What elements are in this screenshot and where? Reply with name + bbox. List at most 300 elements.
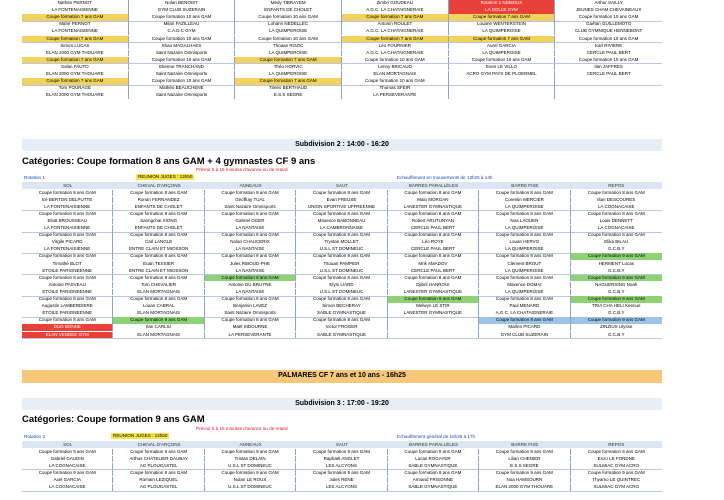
table-cell: ELAN 2000 GYM THOUARE	[479, 484, 570, 491]
table-cell: CERCLE PAUL BERT	[388, 225, 479, 232]
table-cell: Corentin MERCIER	[479, 197, 570, 204]
table-cell: Louan HERVO	[479, 239, 570, 246]
subdivision-3-echauffement: Echauffement général de 16h25 à 17h	[397, 434, 476, 439]
table-cell: Evan FREUSE	[296, 197, 387, 204]
table-cell: Coupe formation 9 ans GAM	[205, 449, 296, 456]
table-cell	[388, 317, 479, 324]
table-cell	[555, 85, 662, 92]
table-cell: Coupe formation 8 ans GAM	[113, 190, 204, 197]
table-cell: Coupe formation 7 ans GAM	[22, 14, 129, 21]
table-cell: GYM CLUB SUZERAIN	[479, 332, 570, 339]
table-cell: Coupe formation 9 ans GAM	[22, 449, 113, 456]
table-cell: Medy TIBRAYEM	[235, 0, 342, 7]
table-cell: LA PERSEVERANTE	[342, 92, 449, 99]
table-cell: Coupe formation 8 ans GAM	[479, 296, 570, 303]
table-cell: Coupe formation 9 ans GAM	[296, 470, 387, 477]
table-cell: Coupe formation 8 ans GAM	[388, 253, 479, 260]
table-cell: Noa LAOUEN	[479, 218, 570, 225]
table-row	[22, 484, 662, 491]
column-header: BARRES PARALLÈLES	[408, 442, 459, 447]
table-cell: ELAN MORTAGNAIS	[113, 289, 204, 296]
column-header: CHEVAL D'ARÇONS	[137, 442, 181, 447]
table-cell: Saint Nazaire Omnisports	[205, 204, 296, 211]
table-row	[22, 289, 662, 296]
table-cell: TRIA CHA HELI Keenue	[592, 303, 641, 309]
column-header: ANNEAUX	[239, 183, 262, 188]
table-cell: LA QUIMPEROISE	[479, 246, 570, 253]
column-header: SOL	[63, 183, 73, 188]
table-cell: ENTRE CLAIN ET MIOSSON	[113, 246, 204, 253]
table-cell: Coupe formation 8 ans GAM	[205, 296, 296, 303]
table-cell: CLUB GYMNIQUE HENNEBONT	[575, 28, 643, 34]
table-cell: LA QUIMPEROISE	[235, 28, 342, 35]
table-cell: LA QUIMPEROISE	[479, 268, 570, 275]
table-cell: Coupe formation 9 ans GAM	[571, 253, 662, 260]
table-cell: Coupe formation 8 ans GAM	[22, 275, 113, 282]
table-row	[22, 261, 662, 268]
column-header: BARRES PARALLÈLES	[408, 183, 459, 188]
table-cell: ELAN MORTAGNAIS	[113, 310, 204, 317]
table-cell: Etienne TRANCHAND	[129, 64, 236, 71]
table-cell	[555, 92, 662, 99]
table-cell: Virgile PICARD	[22, 239, 113, 246]
table-cell: Lilian CHENIER	[479, 456, 570, 463]
table-cell: Timéo BERTHAUD	[235, 85, 342, 92]
table-row	[22, 211, 662, 218]
table-cell: LA COGNACAISE	[598, 203, 635, 209]
table-cell: Jules RENE	[296, 477, 387, 484]
table-row	[22, 310, 662, 317]
table-cell: Even LE VILLO	[449, 64, 556, 71]
table-cell: Coupe formation 8 ans GAM	[22, 296, 113, 303]
table-cell: G.C.B.Y	[608, 267, 625, 273]
table-cell: Coupe formation 9 ans GAM	[113, 317, 204, 324]
table-cell: Lucas ROGAYER	[388, 456, 479, 463]
table-cell: ETOILE PARIGNEENNE	[22, 310, 113, 317]
table-row	[22, 232, 662, 239]
table-cell: Euan TESSIER	[113, 261, 204, 268]
table-cell: SABLE GYMNASTIQUE	[296, 310, 387, 317]
table-cell: UNION SPORTIVE UFFREENNE	[296, 204, 387, 211]
table-cell: Marlen PICARD	[479, 324, 570, 331]
subdivision-2-rotation: Rotation 1	[24, 175, 45, 180]
table-cell: Coupe formation 8 ans GAM	[479, 190, 570, 197]
table-row	[22, 7, 662, 14]
column-header: ANNEAUX	[239, 442, 262, 447]
table-row	[22, 190, 662, 197]
table-row	[22, 477, 662, 484]
table-cell: SULMIAC GYM ACRO	[593, 462, 640, 468]
table-cell: Coupe formation 7 ans GAM	[342, 14, 449, 21]
table-cell: DUO BONNE	[22, 324, 113, 331]
subdivision-2-reunion: REUNION JUGES : 13h50	[138, 174, 193, 179]
table-cell: LA QUIMPEROISE	[479, 225, 570, 232]
table-cell: Louane WENTERSTEIN	[449, 21, 556, 28]
palmares-banner: PALMARES CF 7 ans et 10 ans - 16h25	[22, 370, 662, 383]
table-cell: Saint Nazaire Omnisports	[129, 92, 236, 99]
table-cell: Coupe formation 9 ans GAM	[571, 296, 662, 303]
table-cell: Jules RIBOUD-PHE	[205, 261, 296, 268]
table-cell: Axel GARCIA	[22, 477, 113, 484]
table-cell: LA FONTENAISIENNE	[22, 225, 113, 232]
table-cell: Coupe formation 9 ans GAM	[479, 449, 570, 456]
table-cell	[555, 78, 662, 85]
table-cell: LA QUIMPEROISE	[235, 50, 342, 57]
table-cell: ETOILE PARIGNEENNE	[22, 268, 113, 275]
table-row	[22, 218, 662, 225]
table-cell: Timothé BLOT	[22, 261, 113, 268]
table-row	[22, 71, 662, 78]
table-cell: E.S.S SEGRE	[479, 463, 570, 470]
table-cell: ZINZIUS Ulysse	[600, 324, 633, 330]
table-cell: SULMIAC GYM ACRO	[593, 484, 640, 489]
table-cell: Elika BILAU	[604, 239, 629, 245]
table-cell: Coupe formation 10 ans GAM	[342, 78, 449, 85]
table-cell: Coupe formation 9 ans GAM	[388, 296, 479, 303]
table-cell: Romain LEZIQUEL	[113, 477, 204, 484]
table-cell: ENFANTS DE CHOLET	[235, 7, 342, 14]
table-cell: Coupe formation 8 ans GAM	[205, 253, 296, 260]
table-cell: Coupe formation 10 ans GAM	[129, 57, 236, 64]
table-cell: LANESTER GYMNASTIQUE	[388, 310, 479, 317]
table-cell: Maxence BABONNEAU	[296, 218, 387, 225]
table-cell: U.S.L ST DOMINEUC	[205, 463, 296, 470]
table-cell: Eliott BROUSSEAU	[22, 218, 113, 225]
table-row	[22, 85, 662, 92]
table-cell: Antoine PASVEAU	[22, 282, 113, 289]
table-cell: Victor FROGER	[296, 324, 387, 331]
table-cell: Melwyn LE STIR	[388, 303, 479, 310]
table-cell: C.A.D.C GYM	[129, 28, 236, 35]
table-row	[22, 282, 662, 289]
table-cell: Coupe formation 8 ans GAM	[22, 232, 113, 239]
table-cell: LA FONTENAISIENNE	[22, 7, 129, 14]
table-row	[22, 317, 662, 324]
table-cell: Ilan CARLIU	[113, 324, 204, 331]
table-cell: CERCLE PAUL BERT	[586, 49, 631, 55]
table-cell: Robert ARUTUNYAN	[388, 218, 479, 225]
table-cell: Armand FRISONNE	[388, 477, 479, 484]
table-cell: Tom POURAGE	[22, 85, 129, 92]
table-cell: Nolan BENOIST	[129, 0, 236, 7]
table-cell: Milan FAZILLEAU	[129, 21, 236, 28]
column-header: BARRE FIXE	[511, 442, 539, 447]
table-cell: Simon BECHERAY	[296, 303, 387, 310]
table-cell: Coupe formation 9 ans GAM	[587, 448, 645, 454]
subdivision-2-echauffement: Echauffement en mouvements de 13h25 à 14h	[397, 175, 493, 180]
table-cell: Mahé PERNOT	[22, 21, 129, 28]
table-header	[22, 441, 662, 448]
table-cell: LA QUIMPEROISE	[449, 28, 556, 35]
table-cell: HERMENT Lucas	[598, 260, 634, 266]
table-cell: Benjamin LAVEZ	[205, 303, 296, 310]
table-cell: Coupe formation 9 ans GAM	[388, 470, 479, 477]
table-cell: LA FONTENAISIENNE	[22, 204, 113, 211]
table-cell: Théo HORVIC	[235, 64, 342, 71]
table-row	[22, 64, 662, 71]
table-cell: Coupe formation 8 ans GAM	[296, 190, 387, 197]
table-cell: Coupe formation 8 ans GAM	[296, 211, 387, 218]
table-cell: Coupe formation 7 ans GAM	[235, 57, 342, 64]
table-cell: Mathéo BEAUCHENE	[129, 85, 236, 92]
table-cell: Léo ROYE	[388, 239, 479, 246]
table-cell: LA DOLLE GYM	[449, 7, 556, 14]
table-cell: ACRO GYM PAYS DE PLOERMEL	[449, 71, 556, 78]
table-cell: Malo MORGAN	[388, 197, 479, 204]
table-cell: Coupe formation 8 ans GAM	[113, 232, 204, 239]
table-cell: Coupe formation 8 ans GAM	[113, 296, 204, 303]
table-cell: ELAN 2000 GYM THOUARE	[22, 50, 129, 57]
table-row	[22, 0, 662, 7]
table-row	[22, 456, 662, 463]
table-cell: Simon LUCAS	[22, 43, 129, 50]
table-cell: JEUNES CHAM CHEVAINEAUX	[575, 7, 642, 13]
table-cell: G.C.B.Y	[608, 246, 625, 252]
table-cell: Coupe formation 8 ans GAM	[22, 253, 113, 260]
column-header: SAUT	[335, 442, 349, 447]
table-cell: LA QUIMPEROISE	[449, 50, 556, 57]
table-row	[22, 92, 662, 99]
table-cell: Nolan LE ROUX	[205, 477, 296, 484]
table-cell: Louan CABRAL	[113, 303, 204, 310]
table-cell: LA QUIMPEROISE	[479, 204, 570, 211]
subdivision-2-prevoir: Prévoir 5 à 15 minutes d'avance ou de retard	[196, 167, 288, 172]
table-cell: Coupe formation 10 ans GAM	[449, 57, 556, 64]
table-cell: Maël SIDOURNE	[205, 324, 296, 331]
table-cell: Coupe formation 8 ans GAM	[388, 275, 479, 282]
table-cell: Gabriel GAUDIN	[22, 456, 113, 463]
table-row	[22, 449, 662, 456]
table-row	[22, 204, 662, 211]
table-row	[22, 50, 662, 57]
table-cell: LA CAMBRONNAISE	[296, 225, 387, 232]
table-cell: Coupe formation 9 ans GAM	[296, 449, 387, 456]
table-row	[22, 470, 662, 477]
table-row	[22, 268, 662, 275]
table-cell: Coupe formation 8 ans GAM	[205, 211, 296, 218]
table-cell: Ilan JAFFRES	[594, 63, 623, 69]
table-row	[22, 21, 662, 28]
table-cell: U.S.L ST DOMINEUC	[205, 484, 296, 491]
table-cell	[449, 92, 556, 99]
table-row	[22, 28, 662, 35]
table-cell: Coupe formation 10 ans GAM	[578, 14, 639, 20]
table-row	[22, 253, 662, 260]
subdivision-3-reunion: REUNION JUGES : 13h50	[113, 433, 168, 438]
table-cell: Coupe formation 10 ans GAM	[129, 78, 236, 85]
table-cell: CERCLE PAUL BERT	[388, 268, 479, 275]
table-cell: Coupe formation 8 ans GAM	[205, 232, 296, 239]
table-cell: LA PERSEVERANTE	[205, 332, 296, 339]
column-header: REPOS	[608, 183, 625, 188]
table-row	[22, 239, 662, 246]
table-cell: LA NANTAISE	[205, 225, 296, 232]
table-cell: LANESTER GYMNASTIQUE	[388, 289, 479, 296]
table-cell: Coupe formation 8 ans GAM	[296, 317, 387, 324]
table-cell: NAGUERSING Noah	[595, 281, 638, 287]
table-cell: ETOILE PARIGNEENNE	[22, 289, 113, 296]
table-cell: G.C.B.Y	[608, 310, 625, 316]
table-cell: Coupe formation 9 ans GAM	[205, 275, 296, 282]
table-cell: Coupe formation 10 ans GAM	[129, 36, 236, 43]
table-cell: Coupe formation 9 ans GAM	[113, 470, 204, 477]
table-cell: LA FONTENAISIENNE	[22, 246, 113, 253]
table-cell: Coupe formation 8 ans GAM	[113, 253, 204, 260]
table-cell: Coupe formation 7 ans GAM	[449, 36, 556, 43]
table-cell: LA FONTENAISIENNE	[22, 28, 129, 35]
table-cell: Elyïs LIARD	[296, 282, 387, 289]
table-cell: Louis DENNETT	[599, 217, 633, 223]
table-cell: Karl RIVIERE	[595, 42, 623, 48]
table-cell: Antoine DU BRUYNE	[205, 282, 296, 289]
table-cell: Tom CHEVALIER	[113, 282, 204, 289]
table-row	[22, 463, 662, 470]
table-cell: Coupe formation 8 ans GAM	[22, 211, 113, 218]
subdivision-3-title: Subdivision 3 : 17:00 - 19:20	[22, 398, 662, 410]
table-cell: Thomas SFEIR	[342, 85, 449, 92]
table-cell: Nolan CHAUCERIX	[205, 239, 296, 246]
table-cell: LA NANTAISE	[205, 289, 296, 296]
table-cell: ELAN MORTAGNAIS	[342, 71, 449, 78]
table-cell: Ronan FERNANDEZ	[113, 197, 204, 204]
subdivision-2-title: Subdivision 2 : 14:00 - 16:20	[22, 139, 662, 151]
table-cell: Eé BERTON DELPUTTE	[22, 197, 113, 204]
table-cell: LA COGNACAISE	[22, 484, 113, 491]
table-cell: Arthur SAILLY	[594, 0, 623, 5]
table-row	[22, 296, 662, 303]
table-cell: Coupe formation 8 ans GAM	[296, 296, 387, 303]
table-cell: Augustin LAMBERDIERE	[22, 303, 113, 310]
table-cell: Geoffray TUAL	[205, 197, 296, 204]
table-cell: Coupe formation 10 ans GAM	[342, 57, 449, 64]
table-cell: Coupe formation 9 ans GAM	[571, 317, 662, 324]
column-header: REPOS	[608, 442, 625, 447]
table-cell: Coupe formation 7 ans GAM	[342, 36, 449, 43]
table-cell: AG PLOUGASTEL	[113, 484, 204, 491]
table-cell: Carl LANGLE	[113, 239, 204, 246]
subdivision-3-rotation: Rotation 3	[24, 434, 45, 439]
table-cell: Solan FAUTO	[22, 64, 129, 71]
table-cell: SABLE GYMNASTIQUE	[296, 332, 387, 339]
table-cell: Coupe formation 9 ans GAM	[571, 275, 662, 282]
table-cell: Coupe formation 8 ans GAM	[22, 317, 113, 324]
table-cell: SABLE GYMNASTIQUE	[388, 484, 479, 491]
table-cell: Coupe formation 7 ans GAM	[449, 14, 556, 21]
table-cell: CERCLE PAUL BERT	[586, 71, 631, 76]
table-cell: ELAN 2000 GYM THOUARE	[22, 71, 129, 78]
table-cell: Tristan DELAIN	[205, 456, 296, 463]
subdivision-3-prevoir: Prévoir 5 à 15 minutes d'avance ou de retard	[196, 426, 288, 431]
table-row	[22, 36, 662, 43]
table-cell: Noa HAMSOURN	[479, 477, 570, 484]
table-cell	[449, 85, 556, 92]
table-cell: Coupe formation 8 ans GAM	[479, 232, 570, 239]
table-cell: Nathan PERNOT	[22, 0, 129, 7]
table-cell: U.S.L ST DOMINEUC	[296, 268, 387, 275]
table-cell	[388, 332, 479, 339]
table-cell: Gaétan GUILLEMOTO	[585, 21, 632, 27]
table-cell: Coupe formation 9 ans GAM	[113, 449, 204, 456]
table-cell: Ilian DESCOURES	[597, 196, 636, 202]
table-row	[22, 43, 662, 50]
table-cell: A.G.C. LA CHATAIGNERAIE	[342, 28, 449, 35]
table-cell: Aurel GARCIA	[449, 43, 556, 50]
table-cell: Saint Nazaire Omnisports	[205, 310, 296, 317]
table-cell: Gabriel OGER	[205, 218, 296, 225]
table-cell: LA QUIMPEROISE	[479, 289, 570, 296]
table-cell: GYM CLUB SUZERAIN	[129, 7, 236, 14]
table-cell: Coupe formation 9 ans GAM	[205, 470, 296, 477]
table-row	[22, 197, 662, 204]
table-cell	[449, 78, 556, 85]
table-cell: G.C.B.Y	[608, 331, 625, 337]
table-cell: Rotation 1 NDMOUX	[449, 0, 556, 7]
table-cell: Coupe formation 8 ans GAM	[388, 190, 479, 197]
table-cell: Saint Nazaire Omnisports	[129, 50, 236, 57]
table-cell: Saint Nazaire Omnisports	[129, 71, 236, 78]
table-cell: Coupe formation 7 ans GAM	[235, 78, 342, 85]
table-cell: Coupe formation 9 ans GAM	[388, 449, 479, 456]
table-cell: ELAN VENDEE GYM	[22, 332, 113, 339]
table-cell: Paul MENARD	[479, 303, 570, 310]
table-cell: A.G.C. LA CHATAIGNERAIE	[479, 310, 570, 317]
table-cell: Mrik AMADOV	[388, 261, 479, 268]
table-cell: Coupe formation 8 ans GAM	[296, 253, 387, 260]
table-cell: Trystan MOLLET	[296, 239, 387, 246]
table-row	[22, 303, 662, 310]
table-cell: Coupe formation 8 ans GAM	[587, 189, 645, 195]
table-cell: A.G.C. LA CHATAIGNERAIE	[342, 7, 449, 14]
table-cell: Coupe formation 10 ans GAM	[578, 35, 639, 41]
table-cell: Coupe formation 8 ans GAM	[22, 190, 113, 197]
table-cell	[388, 324, 479, 331]
table-cell: LES ALCYONS	[296, 484, 387, 491]
table-cell: Coupe formation 8 ans GAM	[205, 190, 296, 197]
table-cell: SABLE GYMNASTIQUE	[388, 463, 479, 470]
table-cell: LA NANTAISE	[205, 246, 296, 253]
table-cell: LANESTER GYMNASTIQUE	[388, 204, 479, 211]
table-row	[22, 332, 662, 339]
table-cell: Djibril HANROUI	[388, 282, 479, 289]
table-row	[22, 324, 662, 331]
table-row	[22, 78, 662, 85]
table-cell: ELAN 2000 GYM THOUARE	[22, 92, 129, 99]
table-cell: Léo FOURNIER	[342, 43, 449, 50]
table-cell: Coupe formation 10 ans GAM	[235, 14, 342, 21]
table-cell: CERCLE PAUL BERT	[388, 246, 479, 253]
table-cell: AG PLOUGASTEL	[113, 463, 204, 470]
column-header: SAUT	[335, 183, 349, 188]
column-header: SOL	[63, 442, 73, 447]
table-cell: Arthus CHATELIER DAUBAY	[113, 456, 204, 463]
table-cell: Coupe formation 8 ans GAM	[479, 275, 570, 282]
table-cell: Enzo LE FONDNE	[597, 455, 635, 461]
table-cell: LA NANTAISE	[205, 268, 296, 275]
table-cell: Coupe formation 7 ans GAM	[22, 78, 129, 85]
column-header: BARRE FIXE	[511, 183, 539, 188]
table-cell: Coupe formation 8 ans GAM	[479, 253, 570, 260]
table-header	[22, 182, 662, 189]
table-cell: Coupe formation 8 ans GAM	[205, 317, 296, 324]
table-cell: Coupe formation 8 ans GAM	[587, 210, 645, 216]
table-cell: LA COGNACAISE	[598, 225, 635, 230]
table-cell: Raphaël ANGLET	[296, 456, 387, 463]
table-cell: E.S.S SEGRE	[235, 92, 342, 99]
table-cell: Maxence DOMAI	[479, 282, 570, 289]
table-cell: Coupe formation 8 ans GAM	[296, 275, 387, 282]
table-cell: ELAN MORTAGNAIS	[113, 332, 204, 339]
subdivision-2-category: Catégories: Coupe formation 8 ans GAM + 4 gymnastes CF 9 ans	[22, 156, 316, 167]
